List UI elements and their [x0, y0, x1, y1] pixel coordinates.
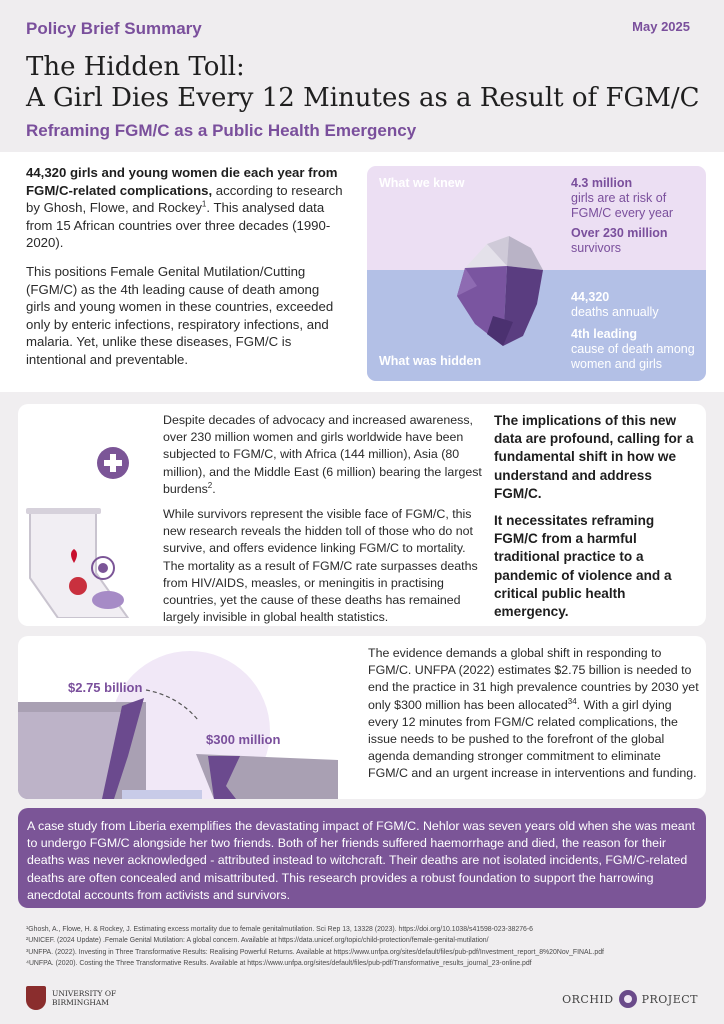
title-line-1: The Hidden Toll: — [26, 52, 245, 82]
funding-text — [368, 645, 702, 783]
implications-paragraph-1: The implications of this new data are profound, calling for a fundamental shift in how we understand and address FGM/C. — [494, 413, 694, 501]
stat-survivors-number: Over 230 million — [571, 226, 668, 240]
stat-survivors-desc: survivors — [571, 241, 622, 255]
footnotes — [26, 924, 706, 969]
health-lab-illustration — [18, 418, 158, 618]
implications-paragraph-2: It necessitates reframing FGM/C from a harmful traditional practice to a pandemic of violence and a critical public health emergency. — [494, 513, 672, 620]
orchid-logo-left: ORCHID — [562, 992, 614, 1006]
stat-deaths-number: 44,320 — [571, 290, 610, 304]
funding-allocated-label: $300 million — [206, 732, 281, 747]
what-we-knew-label: What we knew — [379, 176, 465, 190]
orchid-logo-right: PROJECT — [641, 992, 698, 1006]
intro-paragraph-2: This positions Female Genital Mutilation/Cutting (FGM/C) as the 4th leading cause of death among girls and young women in these countries, exceeded only by enteric infections, respiratory infections, and malaria. Yet, unlike these diseases, FGM/C is intentional and preventable. — [26, 263, 334, 367]
funding-needed-label: $2.75 billion — [68, 680, 143, 695]
university-of-birmingham-logo — [26, 986, 116, 1010]
case-study-text: A case study from Liberia exemplifies the devastating impact of FGM/C. Nehlor was seven years old when she was meant to undergo FGM/C alongside her two friends. Both of her friends suffered haemorrhage and died, the reason for their deaths was never acknowledged - attributed instead to witchcraft. Their deaths are not isolated incidents, FGM/C-related deaths are often concealed and misattributed. This research provides a robust foundation to support the harrowing anecdotal accounts from activists and survivors. — [27, 819, 696, 902]
evidence-p1-text: Despite decades of advocacy and increased awareness, over 230 million women and girls worldwide have been subjected to FGM/C, with Africa (144 million), Asia (80 million), and the Middle East (6 million) bearing the largest burdens — [163, 413, 482, 496]
stat-deaths — [571, 290, 659, 320]
funding-text-a: The evidence demands a global shift in responding to FGM/C. UNFPA (2022) estimates $2.75 billion is needed to end the practice in 31 high prevalence countries by 2030 yet only $300 million has been allocated — [368, 646, 699, 712]
funding-card — [18, 636, 706, 799]
header — [0, 0, 724, 152]
footnote-ref: 2 — [207, 480, 213, 490]
evidence-p1-end: . — [212, 481, 216, 496]
what-was-hidden-label: What was hidden — [379, 354, 482, 368]
footnote-2: ²UNICEF. (2024 Update) .Female Genital Mutilation: A global concern. Available at https://data.unicef.org/topic/child-protection/female-genital-mutilation/ — [26, 937, 489, 945]
evidence-card — [18, 404, 706, 626]
stat-at-risk-number: 4.3 million — [571, 176, 633, 190]
publication-date: May 2025 — [632, 19, 690, 34]
orchid-mark-icon — [619, 990, 637, 1008]
evidence-paragraph-2: While survivors represent the visible face of FGM/C, this new research reveals the hidden toll of those who do not survive, and offers evidence linking FGM/C to mortality. The mortality as a result of FGM/C rate surpasses deaths from HIV/AIDS, measles, or meningitis in practising countries, yet the cause of these deaths has remained largely invisible in global health statistics. — [163, 507, 478, 625]
stat-at-risk-desc: girls are at risk of FGM/C every year — [571, 191, 674, 220]
implications-callout — [494, 412, 699, 630]
case-study-box — [18, 808, 706, 908]
funding-gap-illustration — [18, 636, 363, 799]
crest-icon — [26, 986, 46, 1010]
orchid-project-logo — [562, 990, 698, 1008]
footnote-3: ³UNFPA. (2022). Investing in Three Transformative Results: Realising Powerful Returns. Available at https://www.unfpa.org/sites/default/files/pub-pdf/Investment_report_8%20Nov_FINAL.pdf — [26, 948, 604, 956]
footnote-1: ¹Ghosh, A., Flowe, H. & Rockey, J. Estimating excess mortality due to female genitalmutilation. Sci Rep 13, 13328 (2023). https://doi.org/10.1038/s41598-023-38276-6 — [26, 926, 533, 933]
stat-survivors — [571, 226, 668, 256]
bacteria-icon — [92, 591, 124, 609]
iceberg-infographic — [367, 166, 706, 381]
footnote-4: ⁴UNFPA. (2020). Costing the Three Transformative Results. Available at https://www.unfpa.org/sites/default/files/pub-pdf/Transformative_results_journal_23-online.pdf — [26, 959, 532, 967]
stat-leading-number: 4th leading — [571, 327, 637, 341]
intro-p1-rest: according to research by Ghosh, Flowe, and Rockey — [26, 182, 343, 216]
stat-at-risk — [571, 176, 706, 221]
page-title — [26, 52, 700, 114]
subtitle: Reframing FGM/C as a Public Health Emergency — [26, 121, 417, 140]
footnote-ref: 34 — [567, 696, 577, 706]
title-line-2: A Girl Dies Every 12 Minutes as a Result of FGM/C — [26, 83, 700, 113]
intro-paragraph-1 — [26, 164, 344, 252]
evidence-paragraph-1 — [163, 412, 485, 498]
iceberg-icon — [447, 226, 557, 356]
uob-logo-line-2: BIRMINGHAM — [52, 998, 109, 1007]
intro-p1-end: . This analysed data from 15 African countries over three decades (1990-2020). — [26, 200, 331, 251]
stat-leading-desc: cause of death among women and girls — [571, 342, 695, 371]
stat-deaths-desc: deaths annually — [571, 305, 659, 319]
intro-text — [26, 164, 344, 380]
evidence-text — [163, 412, 485, 634]
kicker: Policy Brief Summary — [26, 19, 202, 38]
uob-logo-line-1: UNIVERSITY OF — [52, 989, 117, 998]
footnote-ref: 1 — [201, 199, 207, 209]
intro-key-stat: 44,320 girls and young women die each year from FGM/C-related complications, — [26, 165, 338, 198]
stat-leading-cause — [571, 327, 706, 372]
funding-text-b: . With a girl dying every 12 minutes from FGM/C related complications, the issue needs to be pushed to the forefront of the global agenda demanding stronger commitment to eliminate FGM/C and an urgent increase in interventions and funding. — [368, 697, 697, 781]
